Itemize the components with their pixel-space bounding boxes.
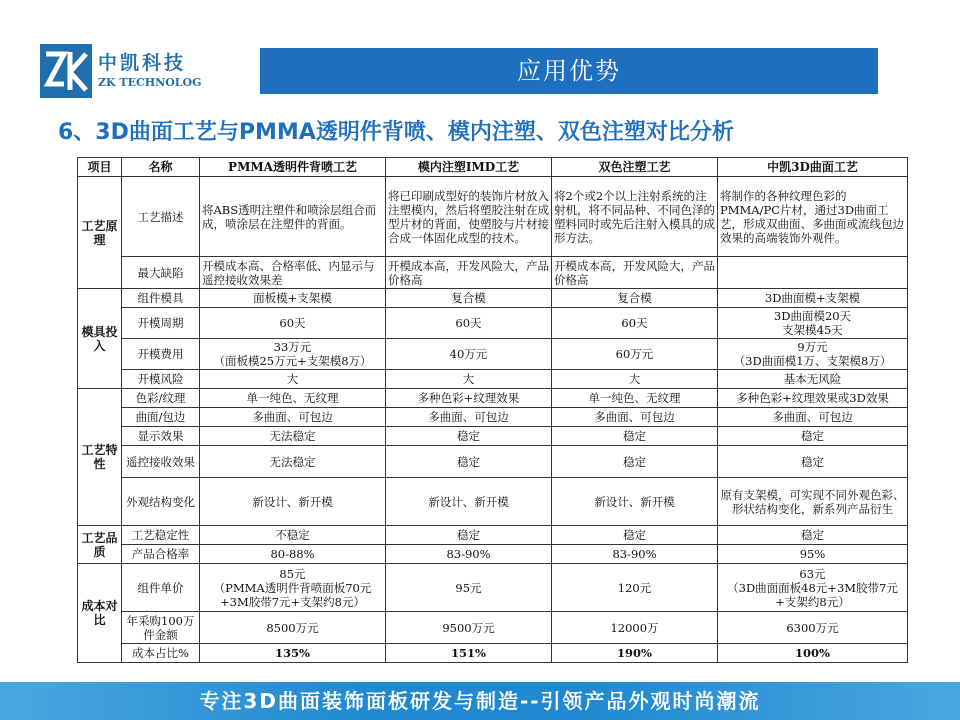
group-label: 模具投入 bbox=[78, 289, 122, 389]
table-cell: 80-88% bbox=[200, 545, 386, 564]
header-cell: PMMA透明件背喷工艺 bbox=[200, 158, 386, 177]
row-name: 外观结构变化 bbox=[122, 478, 200, 526]
table-cell: 9500万元 bbox=[386, 612, 552, 644]
table-cell bbox=[718, 257, 908, 289]
table-cell: 无法稳定 bbox=[200, 427, 386, 446]
table-cell: 将制作的各种纹理色彩的PMMA/PC片材，通过3D曲面工艺，形成双曲面、多曲面或流线包边效果的高端装饰外观件。 bbox=[718, 177, 908, 257]
table-cell: 8500万元 bbox=[200, 612, 386, 644]
table-row bbox=[78, 308, 908, 339]
table-cell: 不稳定 bbox=[200, 526, 386, 545]
table-cell: 135% bbox=[200, 644, 386, 663]
row-name: 工艺稳定性 bbox=[122, 526, 200, 545]
table-cell: 83-90% bbox=[386, 545, 552, 564]
table-cell: 60万元 bbox=[552, 339, 718, 370]
table-row bbox=[78, 612, 908, 644]
table-row bbox=[78, 408, 908, 427]
table-row bbox=[78, 644, 908, 663]
table-cell: 60天 bbox=[200, 308, 386, 339]
table-cell: 大 bbox=[552, 370, 718, 389]
row-name: 成本占比% bbox=[122, 644, 200, 663]
section-heading: 6、3D曲面工艺与PMMA透明件背喷、模内注塑、双色注塑对比分析 bbox=[58, 120, 734, 145]
table-cell: 大 bbox=[386, 370, 552, 389]
table-cell: 无法稳定 bbox=[200, 446, 386, 478]
table-cell: 多种色彩+纹理效果或3D效果 bbox=[718, 389, 908, 408]
table-row bbox=[78, 564, 908, 612]
header-cell: 项目 bbox=[78, 158, 122, 177]
row-name: 最大缺陷 bbox=[122, 257, 200, 289]
table-row bbox=[78, 427, 908, 446]
table-cell: 95元 bbox=[386, 564, 552, 612]
table-cell: 复合模 bbox=[552, 289, 718, 308]
row-name: 开模周期 bbox=[122, 308, 200, 339]
table-cell: 稳定 bbox=[718, 526, 908, 545]
table-cell: 12000万 bbox=[552, 612, 718, 644]
table-cell: 稳定 bbox=[386, 446, 552, 478]
table-cell: 新设计、新开模 bbox=[386, 478, 552, 526]
table-cell: 开模成本高，开发风险大，产品价格高 bbox=[386, 257, 552, 289]
table-row bbox=[78, 478, 908, 526]
table-cell: 开模成本高，开发风险大，产品价格高 bbox=[552, 257, 718, 289]
table-cell: 6300万元 bbox=[718, 612, 908, 644]
table-row bbox=[78, 370, 908, 389]
table-cell: 稳定 bbox=[552, 446, 718, 478]
table-cell: 83-90% bbox=[552, 545, 718, 564]
table-row bbox=[78, 526, 908, 545]
table-cell: 9万元 （3D曲面模1万、支架模8万） bbox=[718, 339, 908, 370]
table-cell: 60天 bbox=[552, 308, 718, 339]
table-row bbox=[78, 289, 908, 308]
footer-slogan: 专注3D曲面装饰面板研发与制造--引领产品外观时尚潮流 bbox=[0, 682, 960, 720]
table-cell: 原有支架模，可实现不同外观色彩、形状结构变化，新系列产品衍生 bbox=[718, 478, 908, 526]
table-cell: 3D曲面模20天 支架模45天 bbox=[718, 308, 908, 339]
table-cell: 稳定 bbox=[552, 526, 718, 545]
table-cell: 190% bbox=[552, 644, 718, 663]
table-cell: 单一纯色、无纹理 bbox=[552, 389, 718, 408]
table-cell: 单一纯色、无纹理 bbox=[200, 389, 386, 408]
header-cell: 双色注塑工艺 bbox=[552, 158, 718, 177]
table-cell: 新设计、新开模 bbox=[200, 478, 386, 526]
table-header-row bbox=[78, 158, 908, 177]
row-name: 色彩/纹理 bbox=[122, 389, 200, 408]
table-cell: 稳定 bbox=[386, 526, 552, 545]
header-cell: 中凯3D曲面工艺 bbox=[718, 158, 908, 177]
table-cell: 开模成本高、合格率低、内显示与遥控接收效果差 bbox=[200, 257, 386, 289]
row-name: 组件模具 bbox=[122, 289, 200, 308]
table-row bbox=[78, 257, 908, 289]
table-cell: 将已印刷成型好的装饰片材放入注塑模内，然后将塑胶注射在成型片材的背面，使塑胶与片材接合成一体固化成型的技术。 bbox=[386, 177, 552, 257]
table-cell: 100% bbox=[718, 644, 908, 663]
table-row bbox=[78, 446, 908, 478]
row-name: 年采购100万件金额 bbox=[122, 612, 200, 644]
table-cell: 将ABS透明注塑件和喷涂层组合而成，喷涂层在注塑件的背面。 bbox=[200, 177, 386, 257]
table-cell: 多曲面、可包边 bbox=[552, 408, 718, 427]
table-cell: 基本无风险 bbox=[718, 370, 908, 389]
row-name: 开模费用 bbox=[122, 339, 200, 370]
table-cell: 面板模+支架模 bbox=[200, 289, 386, 308]
table-cell: 40万元 bbox=[386, 339, 552, 370]
table-cell: 多曲面、可包边 bbox=[718, 408, 908, 427]
table-cell: 稳定 bbox=[718, 427, 908, 446]
table-row bbox=[78, 545, 908, 564]
table-cell: 60天 bbox=[386, 308, 552, 339]
row-name: 工艺描述 bbox=[122, 177, 200, 257]
table-cell: 33万元 （面板模25万元+支架模8万） bbox=[200, 339, 386, 370]
table-cell: 151% bbox=[386, 644, 552, 663]
table-cell: 复合模 bbox=[386, 289, 552, 308]
row-name: 显示效果 bbox=[122, 427, 200, 446]
row-name: 产品合格率 bbox=[122, 545, 200, 564]
table-row bbox=[78, 389, 908, 408]
table-cell: 稳定 bbox=[552, 427, 718, 446]
table-cell: 大 bbox=[200, 370, 386, 389]
row-name: 遥控接收效果 bbox=[122, 446, 200, 478]
group-label: 工艺原理 bbox=[78, 177, 122, 289]
row-name: 开模风险 bbox=[122, 370, 200, 389]
row-name: 曲面/包边 bbox=[122, 408, 200, 427]
group-label: 工艺特性 bbox=[78, 389, 122, 526]
header-cell: 名称 bbox=[122, 158, 200, 177]
table-cell: 120元 bbox=[552, 564, 718, 612]
group-label: 成本对比 bbox=[78, 564, 122, 663]
slide-title-bar: 应用优势 bbox=[260, 48, 878, 94]
table-cell: 3D曲面模+支架模 bbox=[718, 289, 908, 308]
group-label: 工艺品质 bbox=[78, 526, 122, 564]
table-cell: 稳定 bbox=[718, 446, 908, 478]
zk-logo-mark bbox=[40, 44, 92, 98]
table-row bbox=[78, 177, 908, 257]
header-cell: 模内注塑IMD工艺 bbox=[386, 158, 552, 177]
table-cell: 95% bbox=[718, 545, 908, 564]
logo-chinese-name: 中凯科技 bbox=[98, 52, 187, 74]
table-cell: 多曲面、可包边 bbox=[200, 408, 386, 427]
logo-english-name: ZK TECHNOLOG bbox=[98, 76, 202, 89]
comparison-table bbox=[77, 157, 908, 663]
table-cell: 多种色彩+纹理效果 bbox=[386, 389, 552, 408]
table-cell: 将2个或2个以上注射系统的注射机，将不同品种、不同色泽的塑料同时或先后注射入模具的成形方法。 bbox=[552, 177, 718, 257]
table-row bbox=[78, 339, 908, 370]
table-cell: 多曲面、可包边 bbox=[386, 408, 552, 427]
company-logo bbox=[40, 44, 210, 98]
table-cell: 稳定 bbox=[386, 427, 552, 446]
table-cell: 63元 （3D曲面面板48元+3M胶带7元+支架约8元） bbox=[718, 564, 908, 612]
row-name: 组件单价 bbox=[122, 564, 200, 612]
table-cell: 85元 （PMMA透明件背喷面板70元+3M胶带7元+支架约8元） bbox=[200, 564, 386, 612]
table-cell: 新设计、新开模 bbox=[552, 478, 718, 526]
